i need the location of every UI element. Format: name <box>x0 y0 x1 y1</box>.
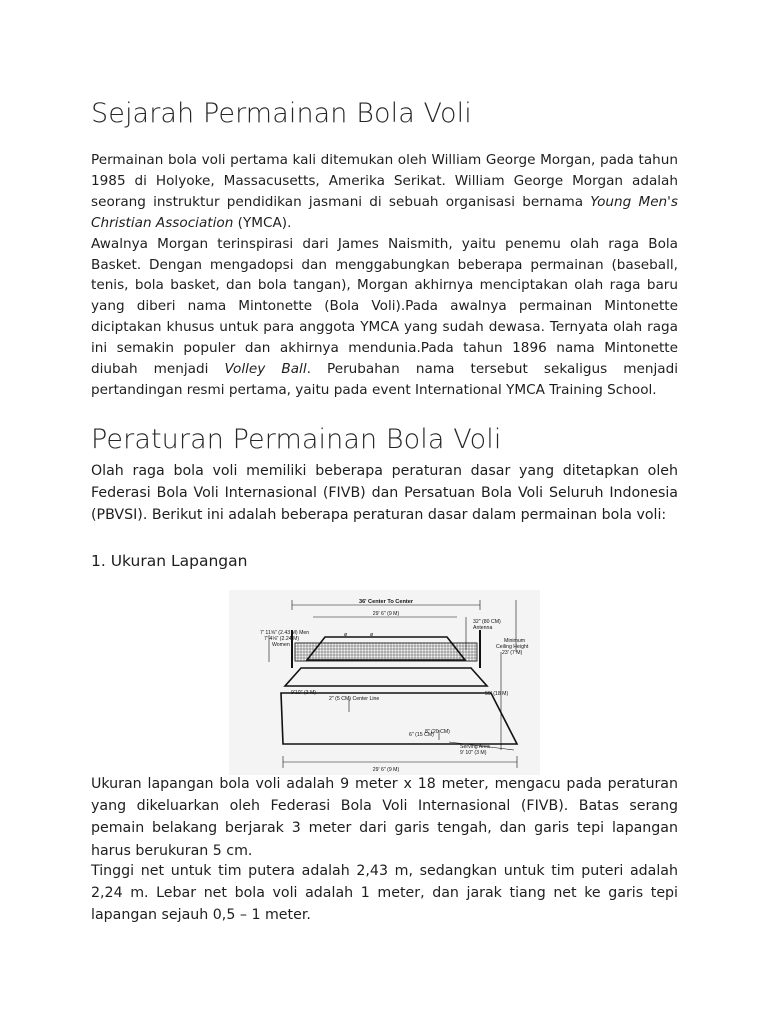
court-near-half <box>281 693 517 744</box>
label-center-to-center: 36' Center To Center <box>358 599 414 605</box>
history-text-italic-ymca: Young Men's Christian Association <box>91 193 678 231</box>
label-antenna-word: Antenna <box>473 625 493 631</box>
history-text-b: Awalnya Morgan terinspirasi dari James Naismith, yaitu penemu olah raga Bola Basket. Dengan mengadopsi dan menggabungkan beberapa permainan (baseball, tenis, bola basket, dan bola tangan), Morgan akhirnya menciptakan olah raga baru yang diberi nama Mintonette (Bola Voli).Pada awalnya permainan Mintonette diciptakan khusus untuk para anggota YMCA yang sudah dewasa. Ternyata olah raga ini semakin populer dan akhirnya mendunia.Pada tahun 1896 nama Mintonette diubah menjadi <box>91 235 678 378</box>
section-title-history: Sejarah Permainan Bola Voli <box>91 98 472 129</box>
history-paragraph <box>91 150 678 401</box>
label-min-ceiling-2: Ceiling Height <box>496 644 529 650</box>
label-serving-area-size: 9' 10" (3 M) <box>460 750 487 756</box>
label-antenna: 32" (80 CM) <box>473 619 501 625</box>
label-line-width: 6" (15 CM) <box>409 732 434 738</box>
label-width-top: 29' 6" (9 M) <box>372 611 400 617</box>
label-attack-line: 9'10" (3 M) <box>291 690 317 696</box>
section-title-rules: Peraturan Permainan Bola Voli <box>91 424 502 455</box>
label-net-women-word: Women <box>272 642 290 648</box>
court-size-paragraph: Ukuran lapangan bola voli adalah 9 meter x 18 meter, mengacu pada peraturan yang dikeluarkan oleh Federasi Bola Voli Internasional (FIVB). Batas serang pemain belakang berjarak 3 meter dari garis tengah, dan garis tepi lapangan harus berukuran 5 cm. <box>91 776 678 859</box>
history-text-italic-volleyball: Volley Ball <box>224 361 307 378</box>
label-serving-area: Serving Area <box>460 744 490 750</box>
subheading-court-size: 1. Ukuran Lapangan <box>91 552 248 570</box>
rules-intro-paragraph: Olah raga bola voli memiliki beberapa peraturan dasar yang ditetapkan oleh Federasi Bola Voli Internasional (FIVB) dan Persatuan Bola Voli Seluruh Indonesia (PBVSI). Berikut ini adalah beberapa peraturan dasar dalam permainan bola voli: <box>91 463 678 524</box>
label-mark-b: ø <box>370 632 374 638</box>
history-text-a: Permainan bola voli pertama kali ditemukan oleh William George Morgan, pada tahun 1985 di Holyoke, Massacusetts, Amerika Serikat. William George Morgan adalah seorang instruktur pendidikan jasmani di sebuah organisasi bernama <box>91 152 678 210</box>
net-height-paragraph: Tinggi net untuk tim putera adalah 2,43 m, sedangkan untuk tim puteri adalah 2,24 m. Lebar net bola voli adalah 1 meter, dan jarak tiang net ke garis tepi lapangan sejauh 0,5 – 1 meter. <box>91 863 678 924</box>
history-text-a-end: (YMCA). <box>233 214 292 231</box>
history-text-b-end: . Perubahan nama tersebut sekaligus menjadi pertandingan resmi pertama, yaitu pada event International YMCA Training School. <box>91 361 678 398</box>
label-net-men: 7' 11⅝" (2.43 M) Men <box>260 630 310 636</box>
court-attack-zone <box>285 668 487 686</box>
label-serving-gap: 8" (20 CM) <box>425 729 450 735</box>
net-mesh <box>295 643 477 661</box>
label-net-women: 7' 4⅛" (2.24 M) <box>264 636 300 642</box>
label-min-ceiling-1: Minimum <box>504 638 526 644</box>
label-width-bottom: 29' 6" (9 M) <box>372 767 400 773</box>
label-length: 59' (18 M) <box>485 691 509 697</box>
label-mark-a: ø <box>344 632 348 638</box>
label-center-line: 2" (5 CM) Center Line <box>329 696 380 702</box>
court-diagram <box>229 590 540 775</box>
label-min-ceiling-3: 23' (7 M) <box>502 650 523 656</box>
court-far-half <box>307 637 465 660</box>
